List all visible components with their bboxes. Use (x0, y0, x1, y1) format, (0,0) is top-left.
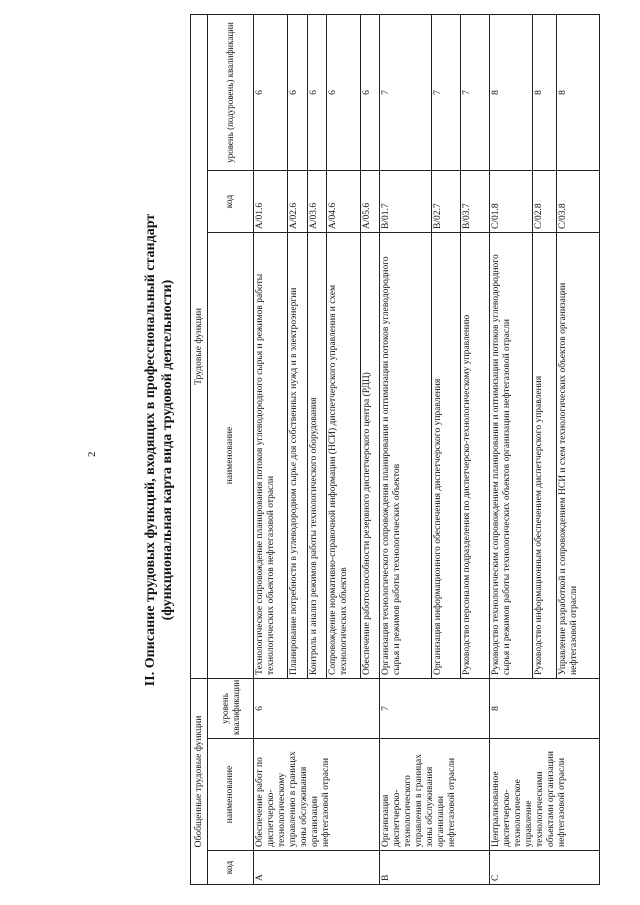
function-code: B/02.7 (432, 170, 461, 232)
function-level: 7 (380, 14, 432, 170)
function-code: C/01.8 (490, 170, 533, 232)
header-name: наименование (208, 739, 254, 851)
function-level: 8 (490, 14, 533, 170)
function-level: 6 (254, 14, 288, 170)
function-code: C/02.8 (533, 170, 557, 232)
header-function-name: наименование (208, 232, 254, 678)
function-level: 7 (432, 14, 461, 170)
function-level: 8 (557, 14, 600, 170)
function-name: Руководство информационным обеспечением диспетчерского управления (533, 232, 557, 678)
header-function-level: уровень (подуровень) квалификации (208, 14, 254, 170)
section-title: II. Описание трудовых функций, входящих в профессиональный стандарт (143, 213, 158, 687)
function-level: 6 (326, 14, 360, 170)
group-name: Централизованное диспетчерско-технологическое управление технологическими объектами организации нефтегазовой отрасли (490, 739, 600, 851)
function-code: C/03.8 (557, 170, 600, 232)
function-name: Сопровождение нормативно-справочной информации (НСИ) диспетчерского управления и схем технологических объектов (326, 232, 360, 678)
function-level: 7 (461, 14, 490, 170)
group-name: Организация диспетчерско-технологического управления в границах зоны обслуживания организации нефтегазовой отрасли (380, 739, 490, 851)
group-code: C (490, 851, 600, 885)
function-code: A/01.6 (254, 170, 288, 232)
header-function-code: код (208, 170, 254, 232)
function-level: 6 (307, 14, 326, 170)
function-level: 6 (288, 14, 307, 170)
group-code: A (254, 851, 380, 885)
group-level: 6 (254, 678, 380, 738)
table-row (490, 14, 533, 884)
function-name: Руководство технологическим сопровождением планирования и оптимизации потоков углеводородного сырья и режимов работы технологических объектов организации нефтегазовой отрасли (490, 232, 533, 678)
function-level: 8 (533, 14, 557, 170)
functional-map-table (190, 14, 600, 885)
function-name: Обеспечение работоспособности резервного диспетчерского центра (РДЦ) (361, 232, 380, 678)
section-subtitle: (функциональная карта вида трудовой деятельности) (160, 279, 175, 621)
function-name: Управление разработкой и сопровождением НСИ и схем технологических объектов организации нефтегазовой отрасли (557, 232, 600, 678)
function-code: A/05.6 (361, 170, 380, 232)
function-code: A/03.6 (307, 170, 326, 232)
header-level: уровень квалификации (208, 678, 254, 738)
header-labor: Трудовые функции (191, 14, 208, 678)
function-name: Руководство персоналом подразделения по диспетчерско-технологическому управлению (461, 232, 490, 678)
function-level: 6 (361, 14, 380, 170)
function-name: Технологическое сопровождение планирования потоков углеводородного сырья и режимов работы технологических объектов нефтегазовой отрасли (254, 232, 288, 678)
function-name: Контроль и анализ режимов работы технологического оборудования (307, 232, 326, 678)
group-level: 7 (380, 678, 490, 738)
function-code: A/04.6 (326, 170, 360, 232)
rotated-page-content (80, 15, 620, 885)
function-code: B/01.7 (380, 170, 432, 232)
function-name: Планирование потребности в углеводородном сырье для собственных нужд и в электроэнергии (288, 232, 307, 678)
group-name: Обеспечение работ по диспетчерско-технологическому управлению в границах зоны обслуживания организации нефтегазовой отрасли (254, 739, 380, 851)
function-name: Организация информационного обеспечения диспетчерского управления (432, 232, 461, 678)
group-code: B (380, 851, 490, 885)
group-level: 8 (490, 678, 600, 738)
function-code: A/02.6 (288, 170, 307, 232)
function-name: Организация технологического сопровождения планирования и оптимизации потоков углеводородного сырья и режимов работы технологических объектов (380, 232, 432, 678)
function-code: B/03.7 (461, 170, 490, 232)
page-number: 2 (86, 451, 98, 457)
header-code: код (208, 851, 254, 885)
table-row (254, 14, 288, 884)
table-row (380, 14, 432, 884)
header-generalized: Обобщенные трудовые функции (191, 678, 208, 884)
